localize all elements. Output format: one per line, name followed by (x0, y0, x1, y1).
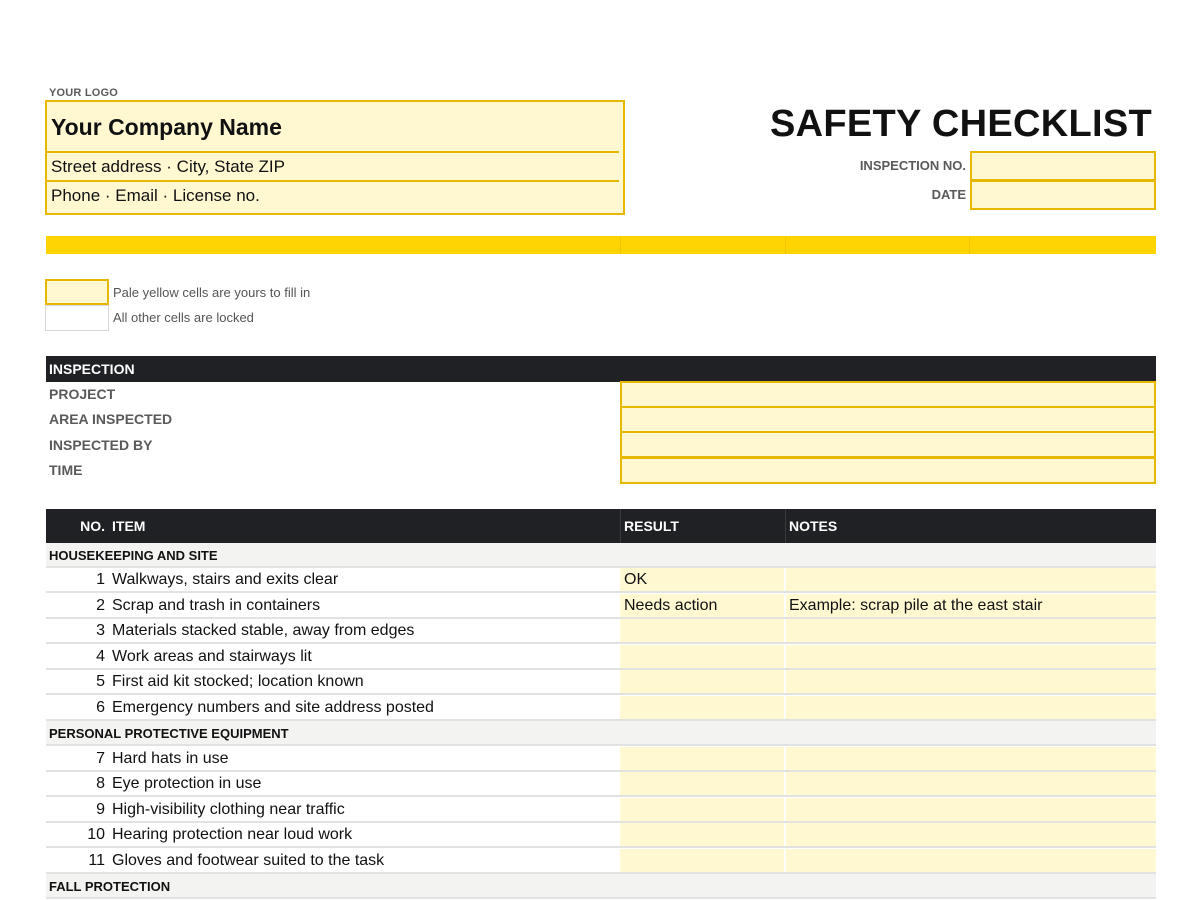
notes-cell[interactable] (786, 619, 1156, 642)
notes-cell[interactable] (786, 747, 1156, 770)
company-name-field[interactable]: Your Company Name (47, 102, 619, 153)
notes-cell[interactable] (786, 823, 1156, 846)
legend-locked-swatch (45, 305, 109, 331)
item-text: Gloves and footwear suited to the task (112, 852, 385, 869)
notes-cell[interactable] (786, 645, 1156, 668)
result-cell[interactable] (620, 823, 784, 846)
category-row: HOUSEKEEPING AND SITE (46, 543, 1156, 568)
item-number: 11 (88, 852, 105, 869)
item-number: 1 (96, 571, 105, 588)
category-row: PERSONAL PROTECTIVE EQUIPMENT (46, 721, 1156, 746)
table-row (46, 594, 1156, 619)
item-text: Work areas and stairways lit (112, 648, 312, 665)
item-number: 3 (96, 622, 105, 639)
inspection-no-field[interactable] (970, 151, 1156, 181)
table-row (46, 823, 1156, 848)
result-cell[interactable] (620, 619, 784, 642)
item-text: Scrap and trash in containers (112, 597, 321, 614)
notes-cell[interactable] (786, 670, 1156, 693)
result-cell[interactable]: OK (620, 568, 784, 591)
notes-cell[interactable]: Example: scrap pile at the east stair (786, 594, 1156, 617)
item-number: 9 (96, 801, 105, 818)
notes-cell[interactable] (786, 696, 1156, 719)
item-text: Hearing protection near loud work (112, 826, 353, 843)
date-field[interactable] (970, 180, 1156, 210)
result-cell[interactable] (620, 747, 784, 770)
item-text: Eye protection in use (112, 775, 262, 792)
inspection-section-header: INSPECTION (46, 356, 1156, 382)
item-text: Hard hats in use (112, 750, 229, 767)
table-row (46, 747, 1156, 772)
notes-cell[interactable] (786, 568, 1156, 591)
notes-cell[interactable] (786, 849, 1156, 872)
item-text: Materials stacked stable, away from edges (112, 622, 415, 639)
item-number: 8 (96, 775, 105, 792)
item-text: First aid kit stocked; location known (112, 673, 364, 690)
contact-field[interactable]: Phone · Email · License no. (51, 186, 260, 205)
table-row (46, 645, 1156, 670)
legend-locked-text: All other cells are locked (113, 310, 254, 325)
legend-fill-swatch (45, 279, 109, 305)
time-field[interactable] (620, 457, 1156, 484)
table-row (46, 696, 1156, 721)
table-row (46, 772, 1156, 797)
item-number: 5 (96, 673, 105, 690)
result-cell[interactable]: Needs action (620, 594, 784, 617)
item-number: 10 (87, 826, 105, 843)
document-title: SAFETY CHECKLIST (769, 103, 1152, 145)
result-cell[interactable] (620, 696, 784, 719)
result-cell[interactable] (620, 670, 784, 693)
item-text: High-visibility clothing near traffic (112, 801, 345, 818)
result-cell[interactable] (620, 645, 784, 668)
project-label: PROJECT (49, 386, 116, 402)
column-header-result: RESULT (624, 518, 679, 534)
result-cell[interactable] (620, 849, 784, 872)
column-header-notes: NOTES (789, 518, 838, 534)
result-cell[interactable] (620, 798, 784, 821)
item-number: 4 (96, 648, 105, 665)
item-number: 7 (96, 750, 105, 767)
project-field[interactable] (620, 381, 1156, 408)
table-row (46, 568, 1156, 593)
result-cell[interactable] (620, 772, 784, 795)
inspected-by-label: INSPECTED BY (49, 437, 153, 453)
item-text: Emergency numbers and site address posted (112, 699, 434, 716)
item-number: 6 (96, 699, 105, 716)
time-label: TIME (49, 462, 83, 478)
table-row (46, 798, 1156, 823)
area-inspected-field[interactable] (620, 406, 1156, 433)
item-text: Walkways, stairs and exits clear (112, 571, 339, 588)
company-info-block (45, 100, 625, 215)
checklist-table-header (46, 509, 1156, 543)
table-row (46, 619, 1156, 644)
table-row (46, 670, 1156, 695)
column-header-no: NO. (80, 518, 105, 534)
accent-bar (46, 236, 1156, 254)
item-number: 2 (96, 597, 105, 614)
notes-cell[interactable] (786, 798, 1156, 821)
date-label: DATE (931, 187, 966, 202)
notes-cell[interactable] (786, 772, 1156, 795)
legend-fill-text: Pale yellow cells are yours to fill in (113, 285, 311, 300)
category-row: FALL PROTECTION (46, 874, 1156, 899)
address-field[interactable]: Street address · City, State ZIP (47, 153, 619, 182)
column-header-item: ITEM (112, 518, 146, 534)
area-inspected-label: AREA INSPECTED (49, 411, 173, 427)
inspected-by-field[interactable] (620, 431, 1156, 458)
table-row (46, 849, 1156, 874)
inspection-no-label: INSPECTION NO. (859, 158, 966, 173)
logo-placeholder: YOUR LOGO (49, 87, 119, 99)
